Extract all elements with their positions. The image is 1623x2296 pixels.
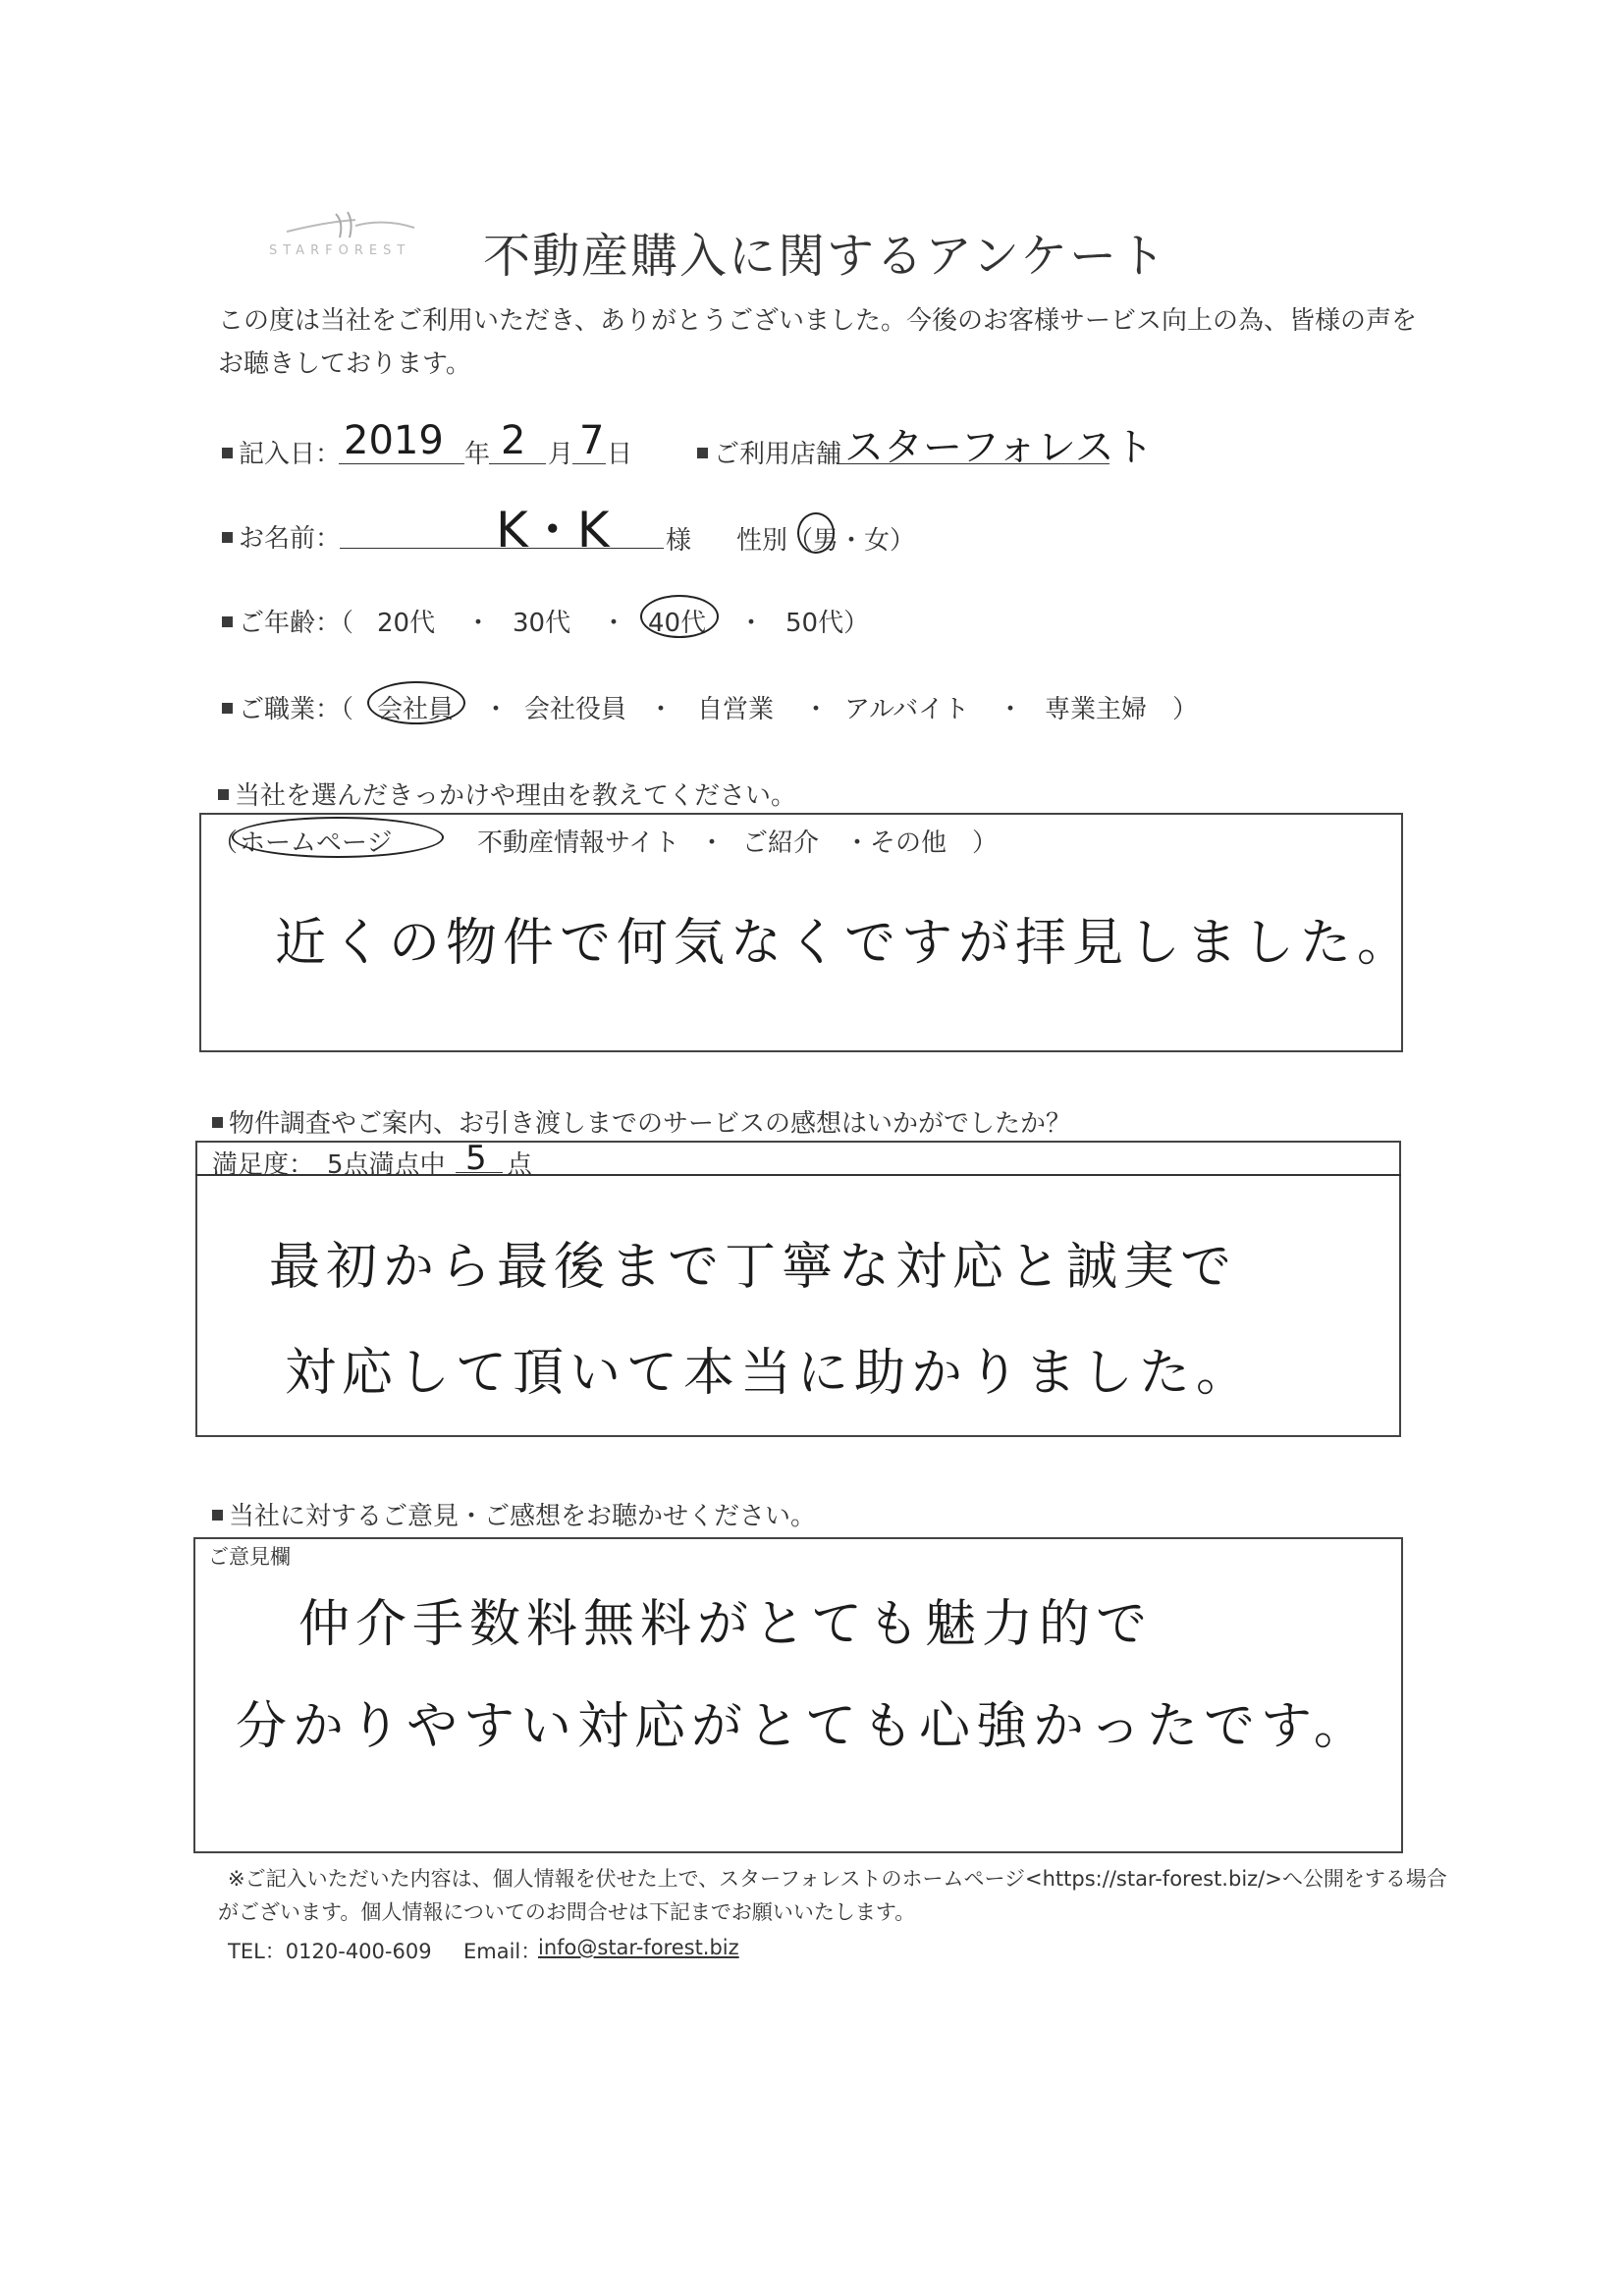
name-value: K・K [496,502,610,559]
age-selected-circle [640,595,719,638]
bullet-icon [222,532,233,543]
rating-value: 5 [465,1139,487,1178]
q3-question: 当社に対するご意見・ご感想をお聴かせください。 [212,1496,816,1532]
page-title: 不動産購入に関するアンケート [483,229,1168,284]
intro-line-1: この度は当社をご利用いただき、ありがとうございました。今後のお客様サービス向上の為、皆様の声を [218,306,1417,336]
store-label: ご利用店舗 [697,434,841,470]
date-label: 記入日： [222,434,341,470]
bullet-icon [222,703,233,714]
logo-text: STARFOREST [269,243,411,258]
store-value: スターフォレスト [844,425,1154,470]
gender-selected-circle [797,512,835,554]
q2-answer-line-1: 最初から最後まで丁寧な対応と誠実で [269,1238,1238,1297]
q1-options-open: （ [212,828,239,858]
intro-line-2: お聴きしております。 [218,349,471,379]
day-suffix: 日 [607,440,633,469]
name-label: お名前： [222,518,341,555]
bullet-icon [218,789,229,800]
bullet-icon [212,1510,223,1521]
q3-answer-line-1: 仲介手数料無料がとても魅力的で [298,1595,1154,1654]
dot: ・ [601,609,627,638]
q2-answer-line-2: 対応して頂いて本当に助かりました。 [285,1344,1254,1403]
footer-note-line-1: ※ご記入いただいた内容は、個人情報を伏せた上で、スターフォレストのホームページ<https://star-forest.biz/>へ公開をする場合 [228,1867,1447,1891]
job-option-executive: 会社役員 [524,695,627,724]
q2-question: 物件調査やご案内、お引き渡しまでのサービスの感想はいかがでしたか？ [212,1103,1071,1140]
dot: ・ [465,609,492,638]
age-option-20: 20代 [377,609,436,638]
job-option-self-employed: 自営業 [697,695,775,724]
age-option-30: 30代 [513,609,571,638]
bullet-icon [212,1117,223,1128]
date-month-value: 2 [501,418,526,463]
q1-question: 当社を選んだきっかけや理由を教えてください。 [218,775,796,812]
year-suffix: 年 [464,440,491,469]
date-year-value: 2019 [344,418,444,463]
q1-selected-circle [232,817,444,858]
footer-note-line-2: がございます。個人情報についてのお問合せは下記までお願いいたします。 [218,1900,916,1924]
gender-label: 性別（男・女） [736,526,916,556]
job-selected-circle [367,681,465,724]
job-option-homemaker: 専業主婦 ） [1045,695,1199,724]
dot: ・ [648,695,675,724]
dot: ・ [483,695,510,724]
footer-email-label: Email： [463,1940,542,1963]
q1-option-realestate-site: 不動産情報サイト [477,828,680,858]
age-option-50: 50代） [785,609,870,638]
bullet-icon [697,448,708,458]
rating-label: 満足度： 5点満点中 [212,1150,446,1180]
q3-box-label: ご意見欄 [208,1545,291,1569]
age-option-40: 40代 [648,609,707,638]
q1-answer-text: 近くの物件で何気なくですが拝見しました。 [275,914,1415,973]
q1-option-homepage: ホームページ [240,828,393,858]
rating-suffix: 点 [507,1150,533,1180]
company-logo [267,192,434,269]
dot: ・ [998,695,1024,724]
job-option-employee: 会社員 [377,695,455,724]
job-label: ご職業：（ [222,689,353,725]
footer-tel: TEL：0120-400-609 [228,1940,432,1963]
bullet-icon [222,616,233,627]
dot: ・ [699,828,726,858]
name-suffix: 様 [666,526,692,556]
footer-email-link[interactable]: info@star-forest.biz [538,1936,739,1959]
age-label: ご年齢：（ [222,603,353,639]
bullet-icon [222,448,233,458]
q3-answer-line-2: 分かりやすい対応がとても心強かったです。 [236,1697,1371,1756]
dot: ・ [803,695,830,724]
date-day-value: 7 [579,418,605,463]
q1-option-other: ・その他 ） [844,828,999,858]
dot: ・ [738,609,765,638]
job-option-part-time: アルバイト [844,695,970,724]
q1-option-referral: ご紹介 [742,828,820,858]
month-suffix: 月 [548,440,574,469]
